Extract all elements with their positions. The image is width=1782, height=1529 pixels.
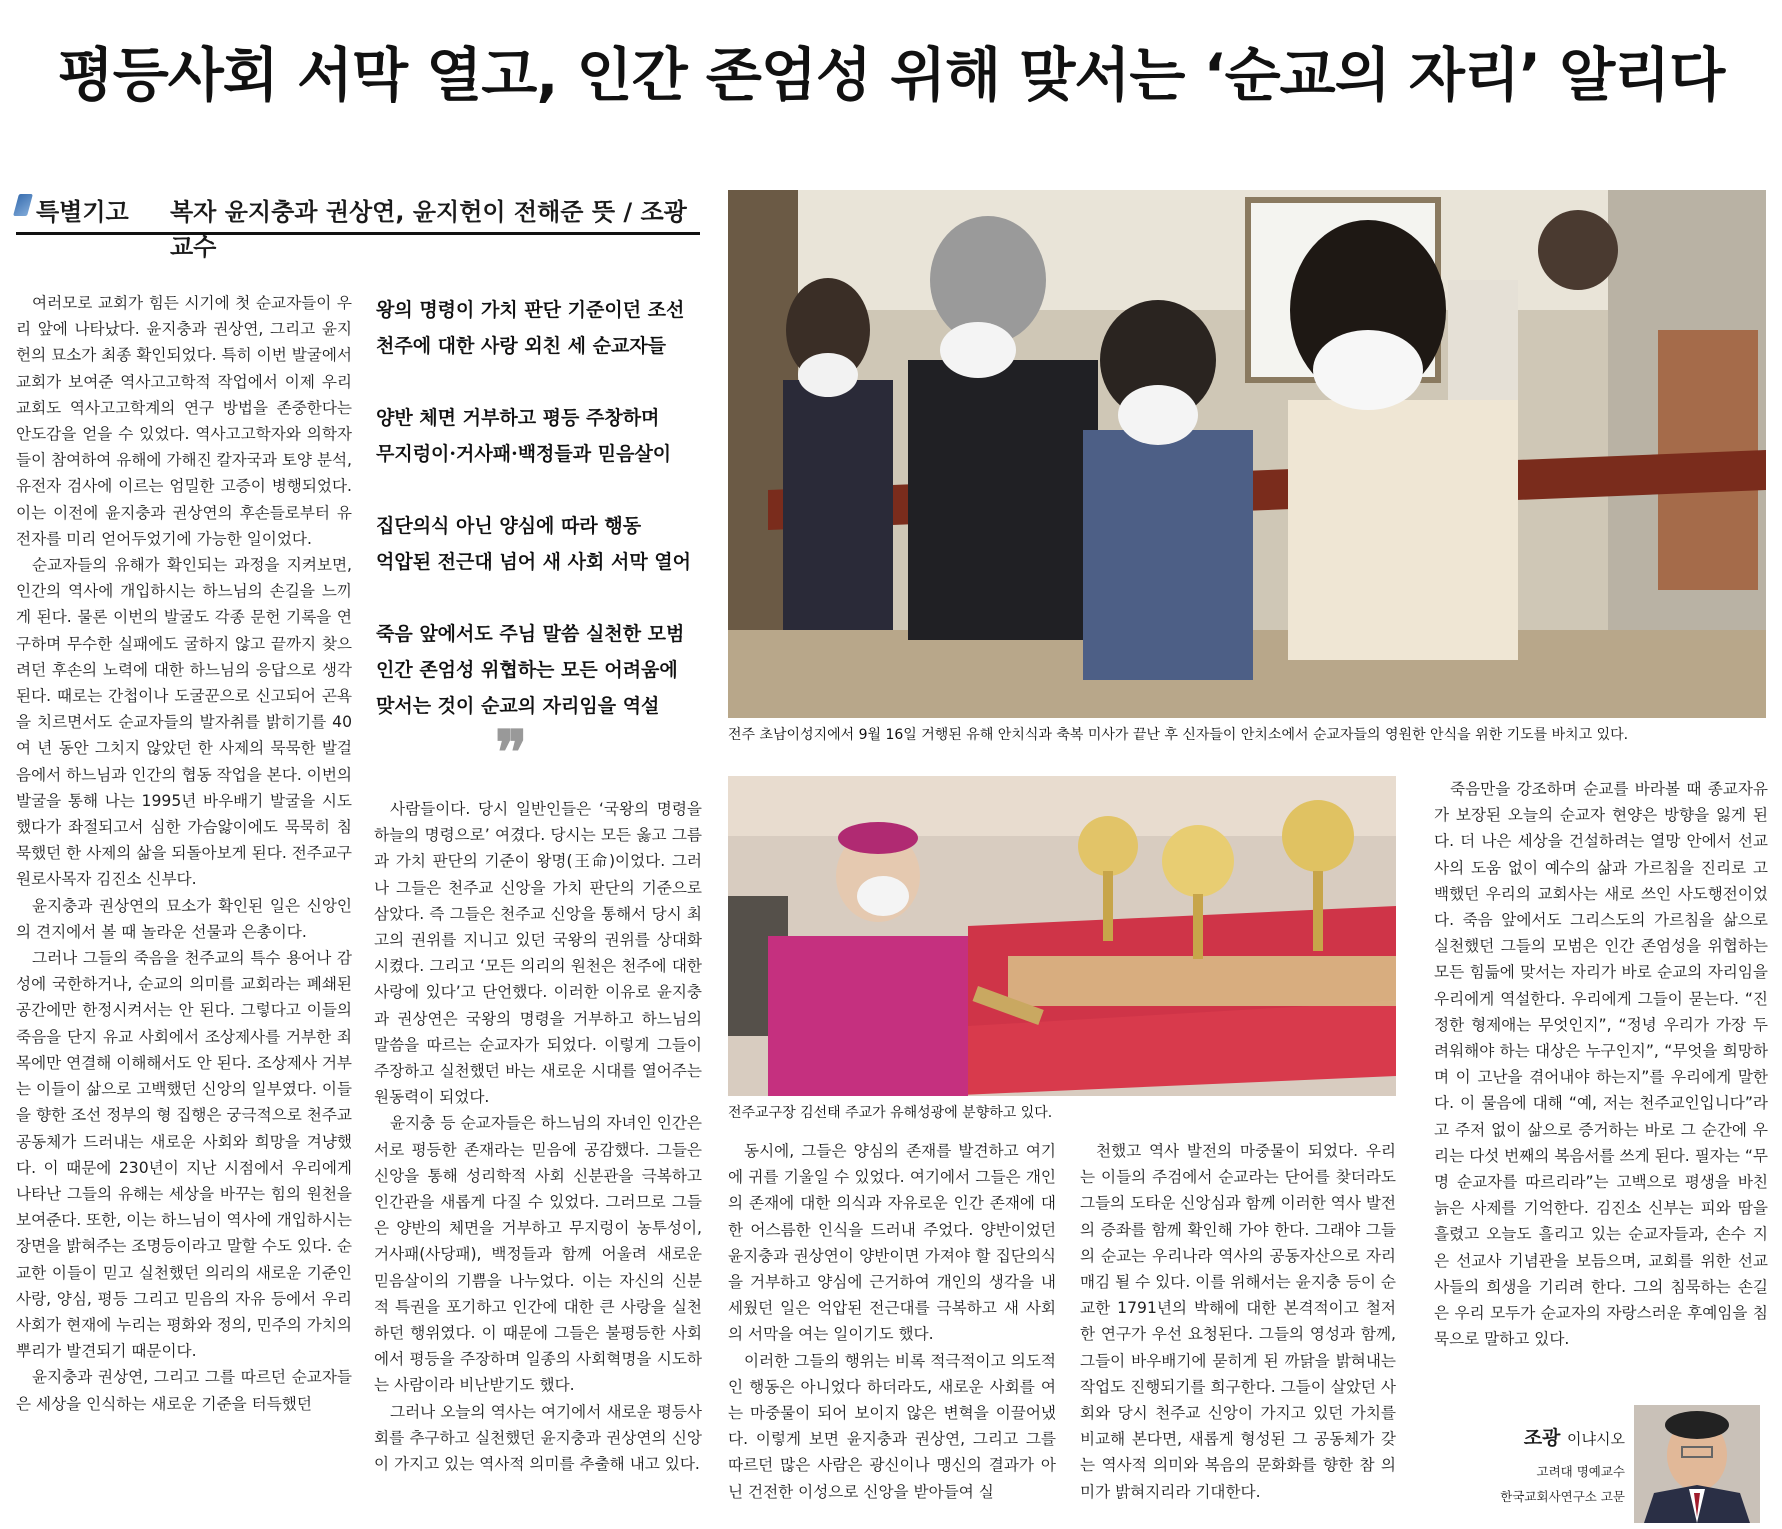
pull-quote-line: 죽음 앞에서도 주님 말씀 실천한 모범 — [376, 623, 685, 645]
article-column-5 — [1434, 776, 1768, 1352]
quote-mark-icon: ❞ — [495, 718, 528, 788]
col1-paragraph: 여러모로 교회가 힘든 시기에 첫 순교자들이 우리 앞에 나타났다. 윤지충과 권상연, 그리고 윤지헌의 묘소가 최종 확인되었다. 특히 이번 발굴에서 교회가 보여준 역사고고학적 작업에서 이제 우리 교회도 역사고고학계의 연구 방법을 존중한다는 안도감을 얻을 수 있었다. 역사고고학자와 의학자들이 참여하여 유해에 가해진 칼자국과 토양 분석, 유전자 검사에 이르는 엄밀한 고증이 병행되었다. 이는 이전에 윤지충과 권상연의 후손들로부터 유전자를 미리 얻어두었기에 가능한 일이었다. — [16, 294, 352, 548]
article-column-1 — [16, 290, 352, 1417]
col4-paragraph: 천했고 역사 발전의 마중물이 되었다. 우리는 이들의 주검에서 순교라는 단어를 찾더라도 그들의 도타운 신앙심과 함께 이러한 역사 발전의 증좌를 함께 확인해 가야 한다. 그래야 그들의 순교는 우리나라 역사의 공동자산으로 자리매김 될 수 있다. 이를 위해서는 윤지충 등이 순교한 1791년의 박해에 대한 본격적이고 철저한 연구가 우선 요청된다. 그들의 영성과 함께, 그들이 바우배기에 묻히게 된 까닭을 밝혀내는 작업도 진행되기를 희구한다. 그들이 살았던 사회와 당시 천주교 신앙이 가지고 있던 가치를 비교해 본다면, 새롭게 형성된 그 공동체가 갖는 역사적 의미와 복음의 문화화를 향한 참 의미가 밝혀지리라 기대한다. — [1080, 1142, 1396, 1501]
photo-prayer — [728, 190, 1766, 718]
photo-prayer-caption: 전주 초남이성지에서 9월 16일 거행된 유해 안치식과 축복 미사가 끝난 후 신자들이 안치소에서 순교자들의 영원한 안식을 위한 기도를 바치고 있다. — [728, 727, 1629, 743]
byline: 복자 윤지충과 권상연, 윤지헌이 전해준 뜻 / 조광 교수 — [170, 198, 687, 261]
col1-paragraph: 그러나 그들의 죽음을 천주교의 특수 용어나 감성에 국한하거나, 순교의 의미를 교회라는 폐쇄된 공간에만 한정시켜서는 안 된다. 그렇다고 이들의 죽음을 단지 유교 사회에서 조상제사를 거부한 죄목에만 연결해 이해해서도 안 된다. 조상제사 거부는 이들이 삶으로 고백했던 신앙의 일부였다. 이들을 향한 조선 정부의 형 집행은 궁극적으로 천주교 공동체가 드러내는 새로운 사회와 희망을 겨냥했다. 이 때문에 230년이 지난 시점에서 우리에게 나타난 그들의 유해는 세상을 바꾸는 힘의 원천을 보여준다. 또한, 이는 하느님이 역사에 개입하시는 장면을 밝혀주는 조명등이라고 말할 수도 있다. 순교한 이들이 믿고 실천했던 의리의 새로운 기준인 사랑, 양심, 평등 그리고 믿음의 자유 등에서 우리 사회가 현재에 누리는 평화와 정의, 민주의 가치의 뿌리가 발견되기 때문이다. — [16, 949, 352, 1361]
col1-paragraph: 윤지충과 권상연의 묘소가 확인된 일은 신앙인의 견지에서 볼 때 놀라운 선물과 은총이다. — [16, 896, 352, 941]
col2-paragraph: 사람들이다. 당시 일반인들은 ‘국왕의 명령을 하늘의 명령으로’ 여겼다. 당시는 모든 옳고 그름과 가치 판단의 기준이 왕명(王命)이었다. 그러나 그들은 천주교 신앙을 가치 판단의 기준으로 삼았다. 즉 그들은 천주교 신앙을 통해서 당시 최고의 권위를 지니고 있던 국왕의 권위를 상대화시켰다. 그리고 ‘모든 의리의 원천은 천주에 대한 사랑에 있다’고 단언했다. 이러한 이유로 윤지충과 권상연은 국왕의 명령을 거부하고 하느님의 말씀을 따르는 순교자가 되었다. 이렇게 그들이 주장하고 실천했던 바는 새로운 시대를 열어주는 원동력이 되었다. — [374, 800, 702, 1107]
col2-paragraph: 윤지충 등 순교자들은 하느님의 자녀인 인간은 서로 평등한 존재라는 믿음에 공감했다. 그들은 신앙을 통해 성리학적 사회 신분관을 극복하고 인간관을 새롭게 다질 수 있었다. 그러므로 그들은 양반의 체면을 거부하고 무지렁이 농투성이, 거사패(사당패), 백정들과 함께 어울려 새로운 믿음살이의 기쁨을 나누었다. 이는 자신의 신분적 특권을 포기하고 인간에 대한 큰 사랑을 실천하던 행위였다. 이 때문에 그들은 불평등한 사회에서 평등을 주장하며 일종의 사회혁명을 시도하는 사람이라 비난받기도 했다. — [374, 1114, 702, 1395]
headline: 평등사회 서막 열고, 인간 존엄성 위해 맞서는 ‘순교의 자리’ 알리다 — [57, 41, 1725, 109]
pull-quote-line: 집단의식 아닌 양심에 따라 행동 — [376, 515, 642, 537]
author-title-1: 고려대 명예교수 — [1536, 1464, 1625, 1479]
col3-paragraph: 이러한 그들의 행위는 비록 적극적이고 의도적인 행동은 아니었다 하더라도, 새로운 사회를 여는 마중물이 되어 보이지 않은 변혁을 이끌어냈다. 이렇게 보면 윤지충과 권상연, 그리고 그를 따르던 많은 사람은 광신이나 맹신의 결과가 아닌 건전한 이성으로 신앙을 받아들여 실 — [728, 1351, 1056, 1501]
pull-quote — [376, 508, 696, 580]
pull-quote-line: 맞서는 것이 순교의 자리임을 역설 — [376, 695, 660, 717]
author-portrait — [1634, 1405, 1760, 1523]
author-baptismal-name: 이냐시오 — [1567, 1430, 1625, 1448]
pull-quote — [376, 292, 696, 364]
pull-quotes — [376, 292, 696, 760]
author-title-2: 한국교회사연구소 고문 — [1500, 1489, 1625, 1504]
col1-paragraph: 윤지충과 권상연, 그리고 그를 따르던 순교자들은 세상을 인식하는 새로운 기준을 터득했던 — [16, 1368, 352, 1413]
article-column-3 — [728, 1138, 1056, 1505]
pull-quote-line: 인간 존엄성 위협하는 모든 어려움에 — [376, 659, 678, 681]
pull-quote-line: 왕의 명령이 가치 판단 기준이던 조선 — [376, 299, 685, 321]
photo-bishop — [728, 776, 1396, 1096]
col3-paragraph: 동시에, 그들은 양심의 존재를 발견하고 여기에 귀를 기울일 수 있었다. 여기에서 그들은 개인의 존재에 대한 의식과 자유로운 인간 존재에 대한 어스름한 인식을 드러내 주었다. 양반이었던 윤지충과 권상연이 양반이면 가져야 할 집단의식을 거부하고 양심에 근거하여 개인의 생각을 내세웠던 일은 억압된 전근대를 극복하고 새 사회의 서막을 여는 일이기도 했다. — [728, 1142, 1056, 1344]
pull-quote — [376, 616, 696, 724]
col1-paragraph: 순교자들의 유해가 확인되는 과정을 지켜보면, 인간의 역사에 개입하시는 하느님의 손길을 느끼게 된다. 물론 이번의 발굴도 각종 문헌 기록을 연구하며 무수한 실패에도 굴하지 않고 끝까지 찾으려던 후손의 노력에 대한 하느님의 응답으로 생각된다. 때로는 간첩이나 도굴꾼으로 신고되어 곤욕을 치르면서도 순교자들의 발자취를 밝히기를 40여 년 동안 그치지 않았던 한 사제의 묵묵한 발걸음에서 하느님과 인간의 협동 작업을 본다. 이번의 발굴을 통해 나는 1995년 바우배기 발굴을 시도했다가 좌절되고서 심한 가슴앓이에도 묵묵히 침묵했던 한 사제의 삶을 되돌아보게 된다. 전주교구 원로사목자 김진소 신부다. — [16, 556, 352, 889]
photo-bishop-caption: 전주교구장 김선태 주교가 유해성광에 분향하고 있다. — [728, 1105, 1053, 1121]
article-column-2 — [374, 796, 702, 1477]
section-header — [16, 190, 700, 261]
pull-quote — [376, 400, 696, 472]
section-tag: 특별기고 — [36, 198, 129, 226]
col2-paragraph: 그러나 오늘의 역사는 여기에서 새로운 평등사회를 추구하고 실천했던 윤지충과 권상연의 신앙이 가지고 있는 역사적 의미를 추출해 내고 있다. — [374, 1402, 702, 1474]
pull-quote-line: 억압된 전근대 넘어 새 사회 서막 열어 — [376, 551, 691, 573]
pull-quote-line: 양반 체면 거부하고 평등 주창하며 — [376, 407, 660, 429]
author-name-text: 조광 — [1523, 1427, 1561, 1449]
col5-paragraph: 죽음만을 강조하며 순교를 바라볼 때 종교자유가 보장된 오늘의 순교자 현양은 방향을 잃게 된다. 더 나은 세상을 건설하려는 열망 안에서 선교사의 도움 없이 예수의 삶과 가르침을 진리로 고백했던 우리의 교회사는 새로 쓰인 사도행전이었다. 죽음 앞에서도 그리스도의 가르침을 삶으로 실천했던 그들의 모범은 인간 존엄성을 위협하는 모든 힘듦에 맞서는 자리가 바로 순교의 자리임을 우리에게 역설한다. 우리에게 그들이 묻는다. “진정한 형제애는 무엇인지”, “정녕 우리가 가장 두려워해야 하는 대상은 누구인지”, “무엇을 희망하며 이 고난을 겪어내야 하는지”를 우리에게 말한다. 이 물음에 대해 “예, 저는 천주교인입니다”라고 주저 없이 삶으로 증거하는 바로 그 순간에 우리는 다섯 번째의 복음서를 쓰게 된다. 필자는 “무명 순교자를 따르리라”는 고백으로 평생을 바친 늙은 사제를 기억한다. 김진소 신부는 피와 땀을 흘렸고 오늘도 흘리고 있는 순교자들과, 손수 지은 선교사 기념관을 보듬으며, 교회를 위한 선교사들의 희생을 기리려 한다. 그의 침묵하는 손길은 우리 모두가 순교자의 자랑스러운 후예임을 침묵으로 말하고 있다. — [1434, 780, 1768, 1349]
pen-icon — [13, 194, 33, 216]
pull-quote-line: 천주에 대한 사랑 외친 세 순교자들 — [376, 335, 667, 357]
pull-quote-line: 무지렁이·거사패·백정들과 믿음살이 — [376, 443, 672, 465]
author-box — [1440, 1405, 1770, 1523]
article-column-4 — [1080, 1138, 1396, 1505]
author-name — [1524, 1423, 1625, 1450]
